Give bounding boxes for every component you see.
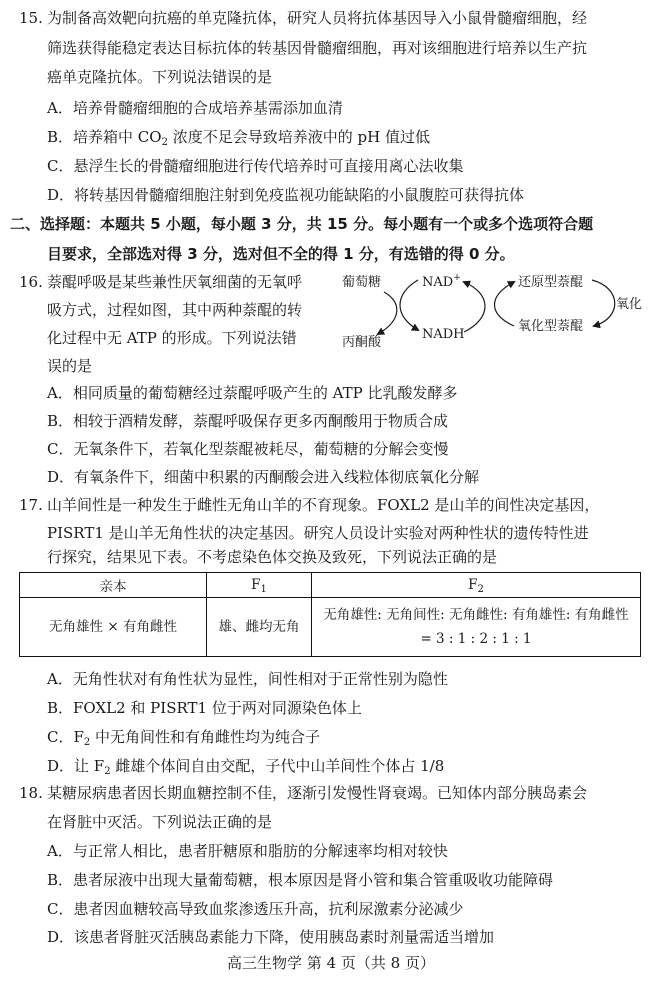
table-cell-f2-line-1: 无角雄性: 无角间性: 无角雌性: 有角雄性: 有角雌性 (323, 607, 629, 623)
q15-option-a: A．培养骨髓瘤细胞的合成培养基需添加血清 (47, 99, 343, 117)
q15-option-d: D．将转基因骨髓瘤细胞注射到免疫监视功能缺陷的小鼠腹腔可获得抗体 (47, 186, 525, 204)
arrow-glucose-to-pyruvate (378, 292, 397, 334)
table-header-parent: 亲本 (20, 573, 207, 598)
diagram-glucose-label: 葡萄糖 (342, 275, 382, 290)
section-2-heading-line-2: 目要求，全部选对得 3 分，选对但不全的得 1 分，有选错的得 0 分。 (47, 245, 515, 263)
q16-stem-line-3: 化过程中无 ATP 的形成。下列说法错 (47, 329, 297, 347)
arrow-nad-to-nadh (400, 280, 418, 330)
q17-option-d: D．让 $F_2$ 雌雄个体间自由交配，子代中山羊间性个体占 1/8 (47, 757, 445, 777)
q18-number: 18. (19, 784, 43, 802)
naphthoquinone-respiration-diagram (336, 268, 656, 352)
q16-number: 16. (19, 273, 43, 291)
q16-option-d: D．有氧条件下，细菌中积累的丙酮酸会进入线粒体彻底氧化分解 (47, 468, 480, 486)
table-header-f2: $F_2$ (312, 573, 641, 598)
section-2-heading-line-1: 二、选择题：本题共 5 小题，每小题 3 分，共 15 分。每小题有一个或多个选项符合题 (10, 215, 594, 233)
q17-stem-line-3: 行探究，结果见下表。不考虑染色体交换及致死，下列说法正确的是 (47, 548, 498, 566)
q18-option-a: A．与正常人相比，患者肝糖原和脂肪的分解速率均相对较快 (47, 842, 448, 860)
q18-option-b: B．患者尿液中出现大量葡萄糖，根本原因是肾小管和集合管重吸收功能障碍 (47, 871, 554, 889)
arrow-reduced-to-oxidized (592, 280, 615, 326)
diagram-nadh-label: NADH (422, 327, 465, 342)
q18-option-d: D．该患者肾脏灭活胰岛素能力下降，使用胰岛素时剂量需适当增加 (47, 928, 495, 946)
q17-option-c: C．$F_2$ 中无角间性和有角雌性均为纯合子 (47, 728, 321, 748)
q16-option-c: C．无氧条件下，若氧化型萘醌被耗尽，葡萄糖的分解会变慢 (47, 440, 449, 458)
q16-stem-line-1: 萘醌呼吸是某些兼性厌氧细菌的无氧呼 (47, 273, 303, 291)
q17-number: 17. (19, 496, 43, 514)
q18-stem-line-2: 在肾脏中灭活。下列说法正确的是 (47, 813, 273, 831)
table-cell-f2 (312, 598, 641, 657)
q15-option-c: C．悬浮生长的骨髓瘤细胞进行传代培养时可直接用离心法收集 (47, 157, 464, 175)
q15-stem-line-1: 为制备高效靶向抗癌的单克隆抗体，研究人员将抗体基因导入小鼠骨髓瘤细胞，经 (47, 9, 588, 27)
q17-stem-line-2: PISRT1 是山羊无角性状的决定基因。研究人员设计实验对两种性状的遗传特性进 (47, 524, 589, 542)
table-cell-f1: 雄、雌均无角 (207, 598, 312, 657)
q17-option-a: A．无角性状对有角性状为显性，间性相对于正常性别为隐性 (47, 670, 448, 688)
q16-option-b: B．相较于酒精发酵，萘醌呼吸保存更多丙酮酸用于物质合成 (47, 412, 449, 430)
q15-number: 15. (19, 9, 43, 27)
q15-option-b: B．培养箱中 $CO_2$ 浓度不足会导致培养液中的 pH 值过低 (47, 128, 430, 148)
q17-results-table (19, 572, 641, 657)
q16-option-a: A．相同质量的葡萄糖经过萘醌呼吸产生的 ATP 比乳酸发酵多 (47, 384, 458, 402)
table-cell-parent: 无角雄性 × 有角雌性 (20, 598, 207, 657)
q17-option-b: B．FOXL2 和 PISRT1 位于两对同源染色体上 (47, 699, 362, 717)
q16-stem-line-2: 吸方式，过程如图，其中两种萘醌的转 (47, 301, 303, 319)
q18-option-c: C．患者因血糖较高导致血浆渗透压升高，抗利尿激素分泌减少 (47, 900, 464, 918)
q18-stem-line-1: 某糖尿病患者因长期血糖控制不佳，逐渐引发慢性肾衰竭。已知体内部分胰岛素会 (47, 784, 588, 802)
arrow-oxidized-to-reduced (495, 282, 515, 326)
table-header-f1: $F_1$ (207, 573, 312, 598)
diagram-pyruvate-label: 丙酮酸 (342, 335, 382, 350)
arrow-nadh-to-nad (464, 282, 485, 332)
q17-stem-line-1: 山羊间性是一种发生于雌性无角山羊的不育现象。FOXL2 是山羊的间性决定基因， (47, 496, 600, 514)
q15-stem-line-2: 筛选获得能稳定表达目标抗体的转基因骨髓瘤细胞，再对该细胞进行培养以生产抗 (47, 39, 588, 57)
diagram-nad-label: NAD+ (422, 273, 461, 290)
q15-stem-line-3: 癌单克隆抗体。下列说法错误的是 (47, 68, 273, 86)
diagram-oxidized-quinone-label: 氧化型萘醌 (518, 319, 584, 334)
table-cell-f2-line-2: = 3 : 1 : 2 : 1 : 1 (420, 631, 532, 647)
diagram-oxidation-label: 氧化 (616, 297, 643, 312)
diagram-reduced-quinone-label: 还原型萘醌 (518, 275, 584, 290)
q16-stem-line-4: 误的是 (47, 357, 93, 375)
page-footer: 高三生物学 第 4 页（共 8 页） (227, 954, 435, 972)
